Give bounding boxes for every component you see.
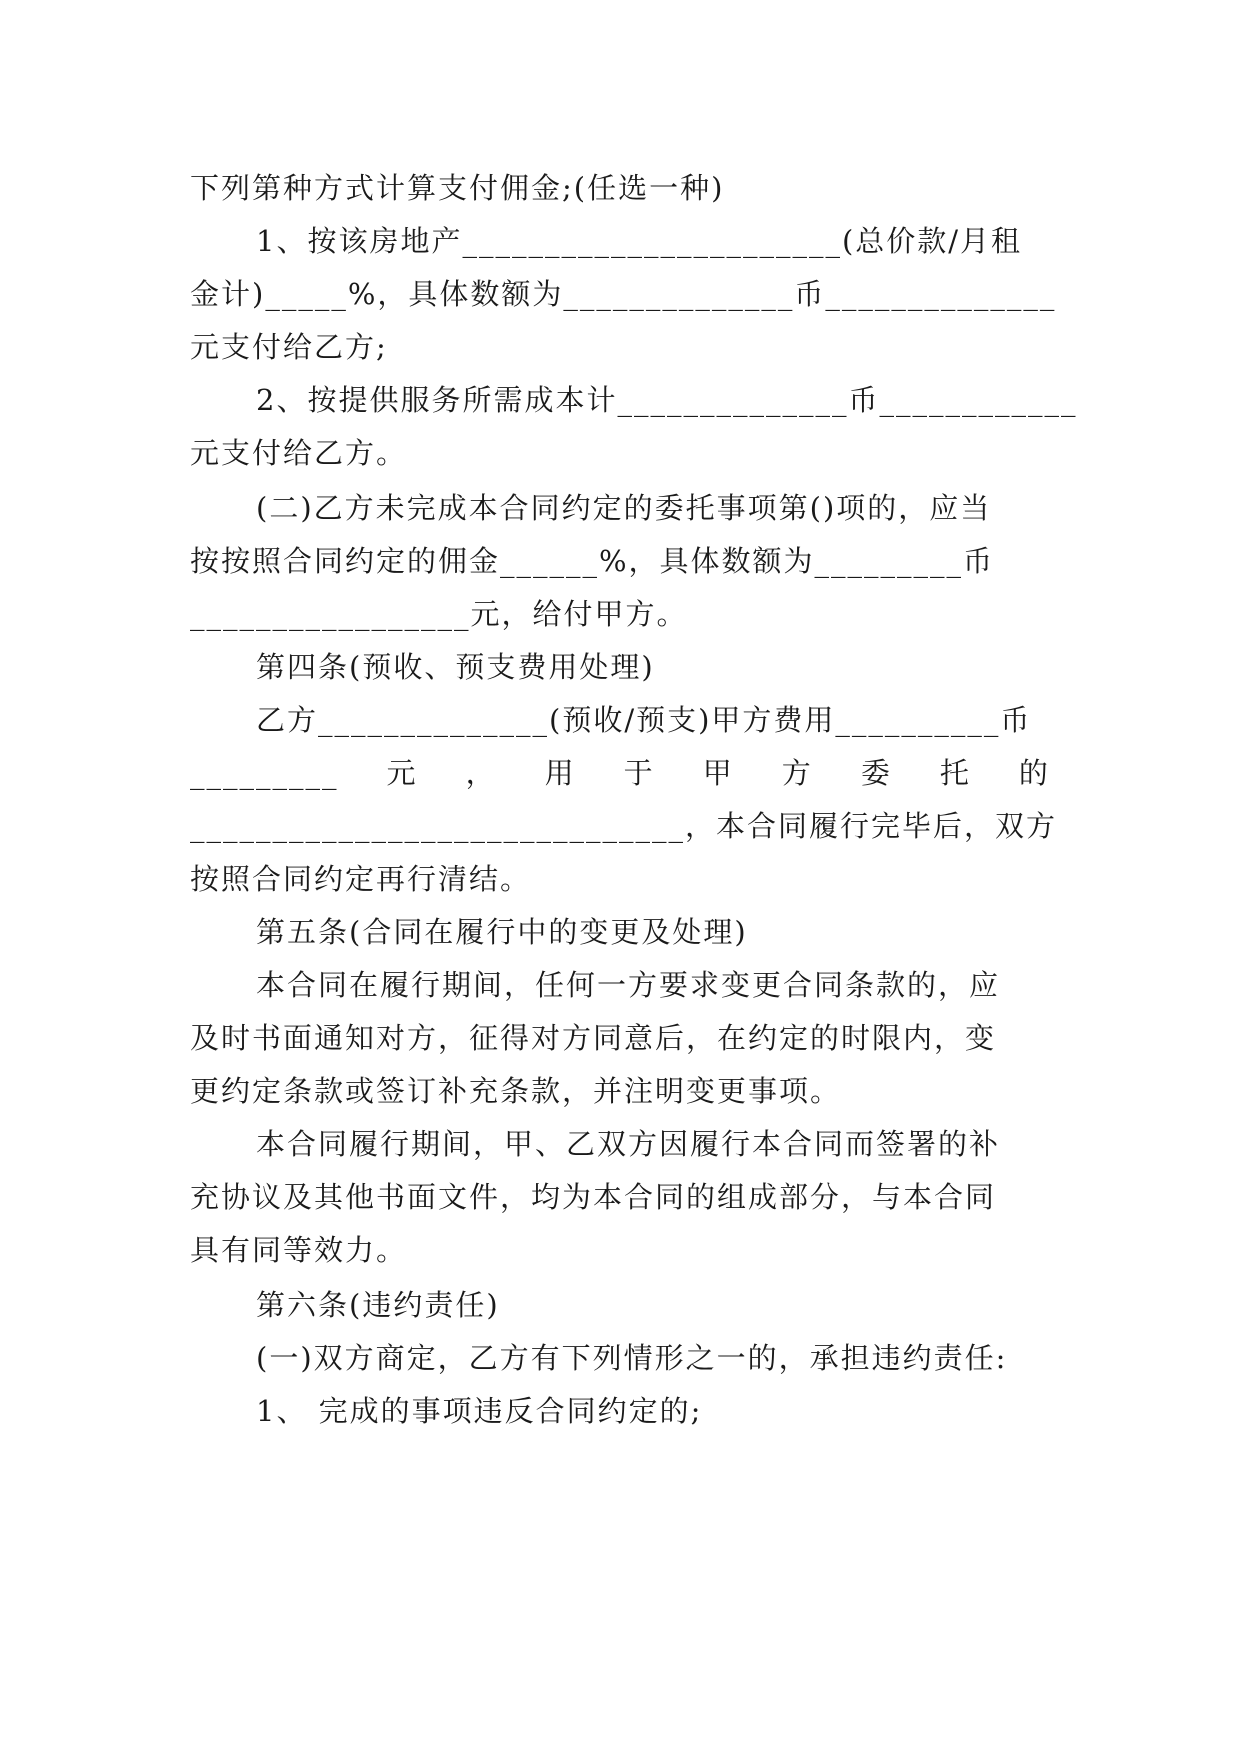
text-line: 2、按提供服务所需成本计______________币____________ [256, 383, 1078, 417]
section-heading: 第六条(违约责任) [256, 1288, 500, 1322]
text-word: 方 [781, 756, 813, 790]
text-word: 于 [623, 756, 655, 790]
text-line: 元支付给乙方。 [190, 436, 408, 470]
justified-line [190, 751, 1050, 795]
section-heading: 第四条(预收、预支费用处理) [256, 650, 655, 684]
text-word: 委 [860, 756, 892, 790]
text-line: 乙方______________(预收/预支)甲方费用__________币 [256, 703, 1032, 737]
text-line: 元支付给乙方; [190, 330, 388, 364]
text-line: 下列第种方式计算支付佣金;(任选一种) [190, 171, 725, 205]
text-line: 具有同等效力。 [190, 1233, 408, 1267]
text-line: _________________元，给付甲方。 [190, 597, 688, 631]
text-line: 金计)_____%，具体数额为______________币______________ [190, 277, 1057, 311]
text-word: 甲 [702, 756, 734, 790]
text-line: 充协议及其他书面文件，均为本合同的组成部分，与本合同 [190, 1180, 997, 1214]
text-line: 更约定条款或签订补充条款，并注明变更事项。 [190, 1074, 842, 1108]
text-line: 及时书面通知对方，征得对方同意后，在约定的时限内，变 [190, 1021, 997, 1055]
text-line: 本合同履行期间，甲、乙双方因履行本合同而签署的补 [256, 1127, 1001, 1161]
text-line: 按照合同约定再行清结。 [190, 862, 532, 896]
text-line: 按按照合同约定的佣金______%，具体数额为_________币 [190, 544, 995, 578]
text-word: ， [465, 756, 497, 790]
text-line: ______________________________，本合同履行完毕后，双方 [190, 809, 1058, 843]
section-heading: 第五条(合同在履行中的变更及处理) [256, 915, 748, 949]
text-line: 1、 完成的事项违反合同约定的; [256, 1394, 703, 1428]
text-line: 1、按该房地产_______________________(总价款/月租 [256, 224, 1023, 258]
text-line: (二)乙方未完成本合同约定的委托事项第()项的，应当 [256, 491, 992, 525]
text-word: 元 [386, 756, 418, 790]
text-word: 用 [544, 756, 576, 790]
text-word: 的 [1018, 756, 1050, 790]
text-line: (一)双方商定，乙方有下列情形之一的，承担违约责任: [256, 1341, 1008, 1375]
text-word: 托 [939, 756, 971, 790]
text-line: 本合同在履行期间，任何一方要求变更合同条款的，应 [256, 968, 1001, 1002]
blank-field: _________ [190, 756, 339, 790]
